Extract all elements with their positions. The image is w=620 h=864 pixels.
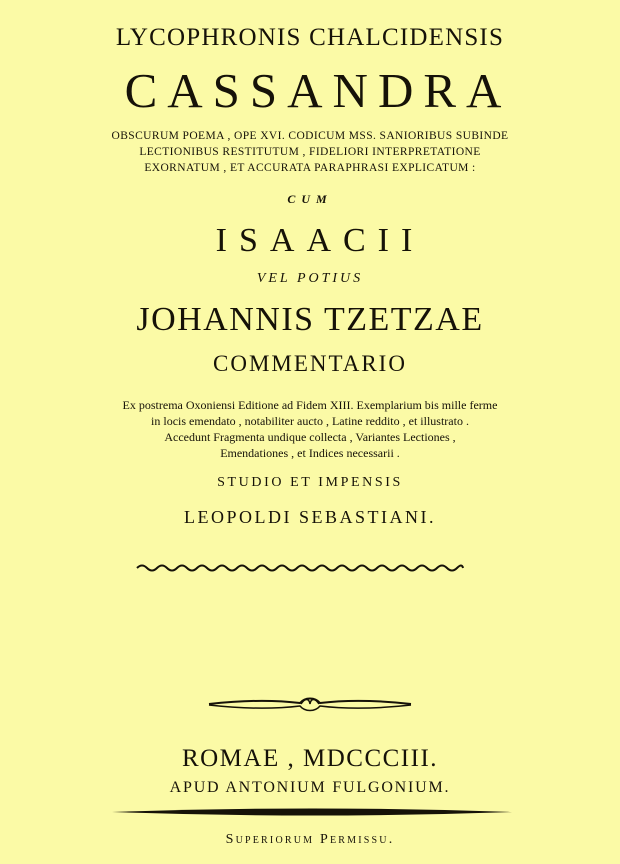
subtitle-line-2: LECTIONIBUS RESTITUTUM , FIDELIORI INTERPRETATIONE [139,146,481,158]
author-line: LYCOPHRONIS CHALCIDENSIS [115,24,505,51]
editor-name: LEOPOLDI SEBASTIANI. [184,507,436,527]
work-title: CASSANDRA [124,63,512,118]
edition-line-3: Accedunt Fragmenta undique collecta , Variantes Lectiones , [164,430,456,444]
edition-line-2: in locis emendato , notabiliter aucto , Latine reddito , et illustrato . [151,414,469,428]
imprint-printer: APUD ANTONIUM FULGONIUM. [169,779,451,796]
wavy-rule-ornament [135,561,465,575]
commentator-1: ISAACII [215,222,425,259]
studio-line: STUDIO ET IMPENSIS [217,475,403,490]
imprint-place-date: ROMAE , MDCCCIII. [181,745,439,772]
commentario-line: COMMENTARIO [213,351,407,376]
commentator-2: JOHANNIS TZETZAE [136,301,484,338]
flourish-ornament [205,694,415,714]
subtitle-line-1: OBSCURUM POEMA , OPE XVI. CODICUM MSS. SANIORIBUS SUBINDE [111,130,509,142]
edition-line-1: Ex postrema Oxoniensi Editione ad Fidem XIII. Exemplarium bis mille ferme [122,398,498,412]
vel-potius-line: VEL POTIUS [256,271,364,286]
thick-rule [112,806,512,818]
subtitle-line-3: EXORNATUM , ET ACCURATA PARAPHRASI EXPLICATUM : [144,162,476,174]
permission-line: Superiorum Permissu. [225,832,395,847]
cum-line: CUM [287,192,333,206]
edition-line-4: Emendationes , et Indices necessarii . [220,446,400,460]
